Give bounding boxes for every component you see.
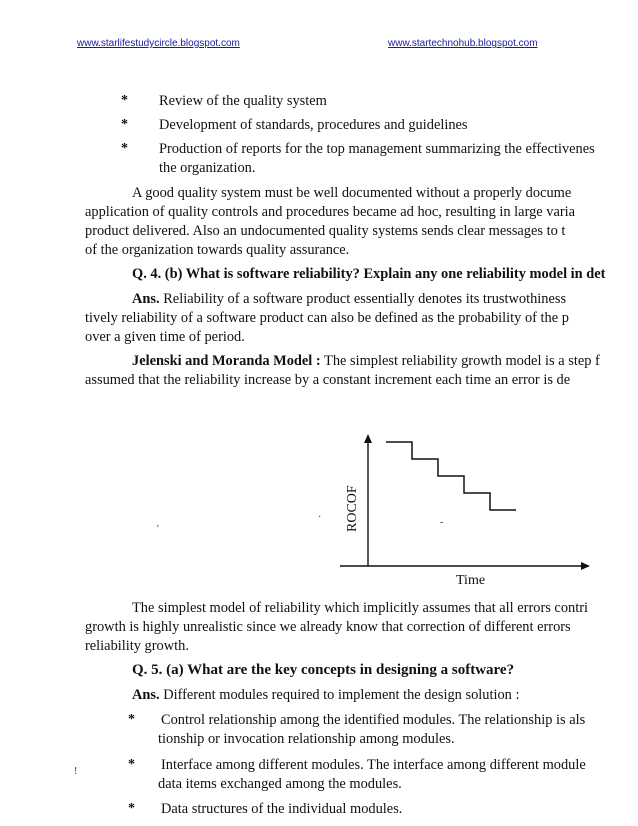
paragraph-line: of the organization towards quality assurance. (85, 242, 350, 258)
speck: ! (74, 766, 78, 777)
bullet-text: Control relationship among the identified modules. The relationship is als (161, 712, 586, 728)
series-line (386, 442, 516, 510)
paragraph-line: product delivered. Also an undocumented quality systems sends clear messages to t (85, 223, 566, 239)
bullet-mark: * (121, 141, 128, 156)
bullet-mark: * (128, 712, 135, 727)
y-axis-arrow (364, 434, 372, 443)
answer-line: tively reliability of a software product can also be defined as the probability of the p (85, 310, 569, 326)
answer-text: Different modules required to implement the design solution : (159, 687, 520, 703)
bullet-text: Data structures of the individual modules. (161, 801, 403, 817)
model-line: assumed that the reliability increase by a constant increment each time an error is de (85, 372, 571, 388)
bullet-text-cont: tionship or invocation relationship among modules. (158, 731, 455, 747)
x-axis-label: Time (456, 573, 486, 588)
x-axis-arrow (581, 562, 590, 570)
bullet-text: Production of reports for the top management summarizing the effectivenes (159, 141, 595, 157)
bullet-mark: * (121, 93, 128, 108)
model-line (132, 352, 600, 370)
question-heading: Q. 4. (b) What is software reliability? Explain any one reliability model in det (132, 266, 606, 282)
bullet-text: Review of the quality system (159, 93, 327, 109)
speck: - (440, 517, 444, 528)
answer-label: Ans. (132, 291, 160, 307)
answer-label: Ans. (132, 687, 160, 703)
header-link-right[interactable]: www.startechnohub.blogspot.com (388, 38, 538, 49)
answer-line (132, 686, 519, 704)
paragraph-line: reliability growth. (85, 638, 189, 654)
bullet-text: Development of standards, procedures and guidelines (159, 117, 468, 133)
answer-line (132, 290, 566, 308)
rocof-chart (300, 432, 600, 592)
speck: · (318, 512, 322, 523)
bullet-text: Interface among different modules. The interface among different module (161, 757, 586, 773)
bullet-mark: * (121, 117, 128, 132)
bullet-text-cont: data items exchanged among the modules. (158, 776, 402, 792)
paragraph-line: A good quality system must be well documented without a properly docume (132, 185, 572, 201)
bullet-mark: * (128, 801, 135, 816)
bullet-mark: * (128, 757, 135, 772)
paragraph-line: growth is highly unrealistic since we already know that correction of different errors (85, 619, 571, 635)
model-text: The simplest reliability growth model is a step f (320, 353, 600, 369)
speck: ' (157, 524, 159, 535)
question-heading: Q. 5. (a) What are the key concepts in designing a software? (132, 662, 515, 678)
paragraph-line: The simplest model of reliability which implicitly assumes that all errors contri (132, 600, 589, 616)
header-link-left[interactable]: www.starlifestudycircle.blogspot.com (77, 38, 240, 49)
bullet-text-cont: the organization. (159, 160, 256, 176)
paragraph-line: application of quality controls and procedures became ad hoc, resulting in large varia (85, 204, 576, 220)
model-label: Jelenski and Moranda Model : (132, 353, 321, 369)
answer-text: Reliability of a software product essentially denotes its trustwothiness (159, 291, 567, 307)
answer-line: over a given time of period. (85, 329, 245, 345)
y-axis-label: ROCOF (345, 485, 360, 532)
